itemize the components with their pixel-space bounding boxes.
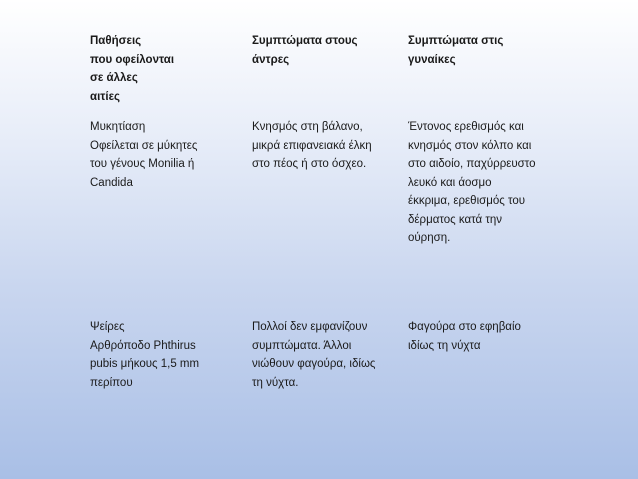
cell-line: Οφείλεται σε μύκητες <box>90 139 198 152</box>
symptoms-table <box>84 32 564 472</box>
cell-line: Φαγούρα στο εφηβαίο <box>408 321 521 333</box>
women-symptoms-cell <box>402 118 564 318</box>
cell-line: Αρθρόποδο Phthirus <box>90 339 196 352</box>
women-symptoms-cell <box>402 318 564 468</box>
cell-line: Έντονος ερεθισμός και <box>408 121 524 133</box>
header-line: άντρες <box>252 53 290 66</box>
cell-line: του γένους Monilia ή <box>90 158 195 170</box>
header-conditions <box>84 32 246 112</box>
header-line: Συμπτώματα στις <box>408 35 504 47</box>
table-header-row <box>84 32 564 112</box>
men-symptoms-cell <box>246 118 402 318</box>
cell-line: μικρά επιφανειακά έλκη <box>252 139 372 152</box>
cell-line: ούρηση. <box>408 232 451 244</box>
cell-line: Κνησμός στη βάλανο, <box>252 121 363 133</box>
cell-line: κνησμός στον κόλπο και <box>408 139 532 152</box>
cell-line: Candida <box>90 176 133 189</box>
header-men-symptoms <box>246 32 402 112</box>
cell-line: pubis μήκους 1,5 mm <box>90 358 200 370</box>
header-line: αιτίες <box>90 90 121 103</box>
cell-line: Ψείρες <box>90 321 125 333</box>
cell-line: στο πέος ή στο όσχεο. <box>252 158 367 170</box>
header-line: σε άλλες <box>90 72 138 84</box>
cell-line: Πολλοί δεν εμφανίζουν <box>252 321 368 333</box>
cell-line: στο αιδοίο, παχύρρευστο <box>408 158 536 170</box>
cell-line: τη νύχτα. <box>252 376 299 389</box>
table-row <box>84 318 564 468</box>
header-line: γυναίκες <box>408 53 456 66</box>
header-line: Συμπτώματα στους <box>252 35 358 47</box>
header-line: Παθήσεις <box>90 35 142 47</box>
header-line: που οφείλονται <box>90 53 175 66</box>
cell-line: λευκό και άοσμο <box>408 176 492 189</box>
cell-line: περίπου <box>90 376 133 389</box>
cell-line: έκκριμα, ερεθισμός του <box>408 195 526 207</box>
condition-cell <box>84 318 246 468</box>
table-row <box>84 118 564 318</box>
condition-cell <box>84 118 246 318</box>
men-symptoms-cell <box>246 318 402 468</box>
cell-line: νιώθουν φαγούρα, ιδίως <box>252 358 376 370</box>
header-women-symptoms <box>402 32 564 112</box>
cell-line: Μυκητίαση <box>90 121 146 133</box>
cell-line: δέρματος κατά την <box>408 213 503 226</box>
cell-line: ιδίως τη νύχτα <box>408 339 481 352</box>
cell-line: συμπτώματα. Άλλοι <box>252 339 352 352</box>
